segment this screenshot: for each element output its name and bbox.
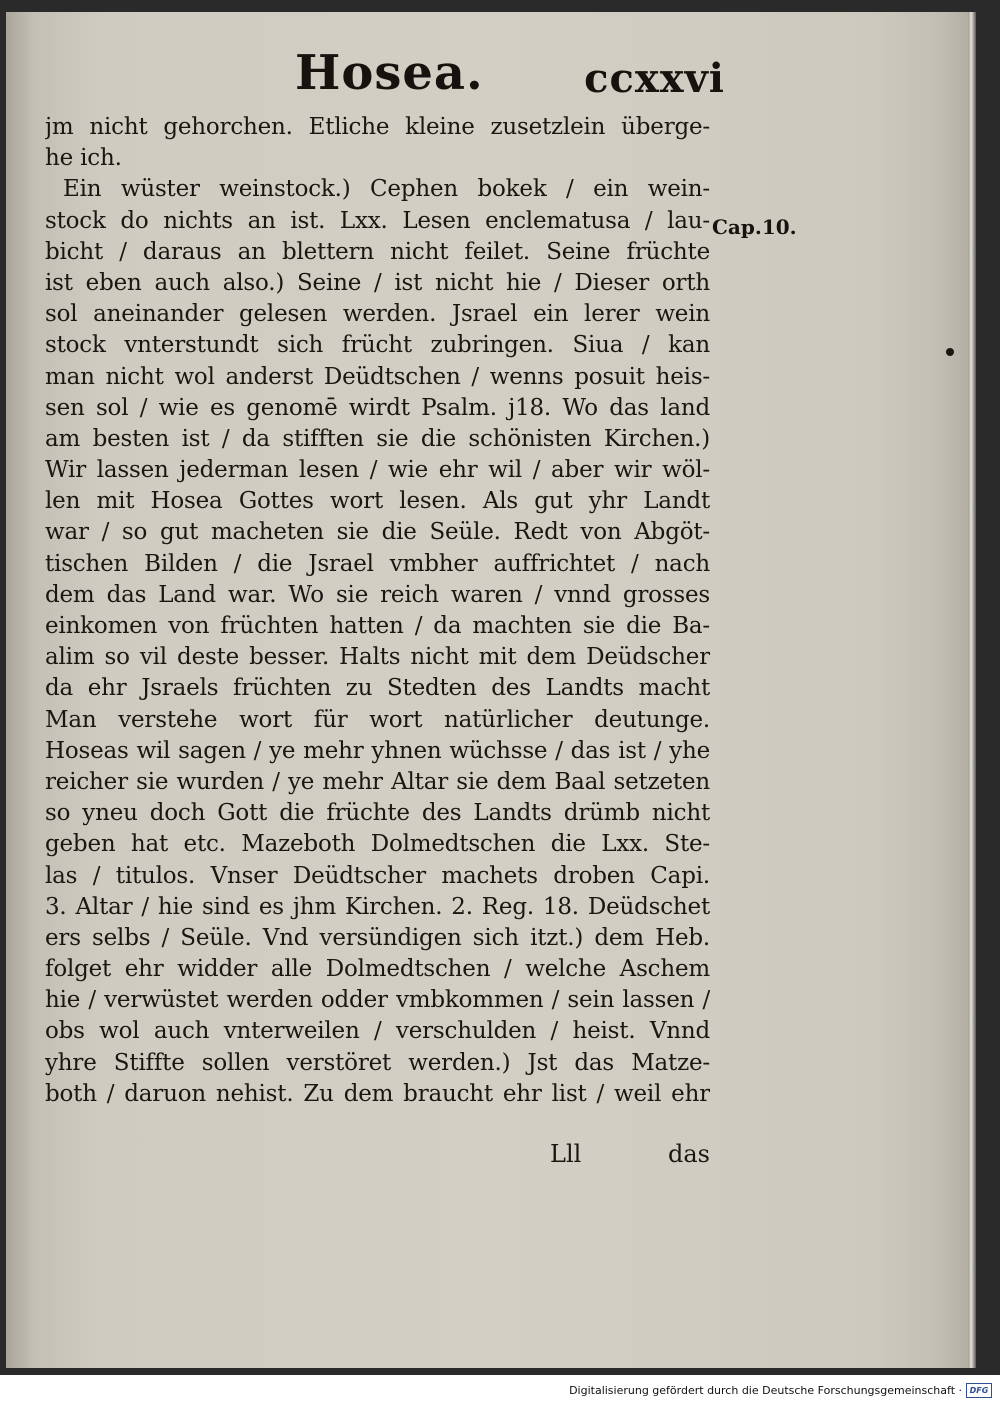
text-line: stock vnterstundt sich frücht zubringen. Siua / kan <box>45 332 710 359</box>
text-line: geben hat etc. Mazeboth Dolmedtschen die Lxx. Ste- <box>45 831 710 858</box>
text-line: reicher sie wurden / ye mehr Altar sie dem Baal setzeten <box>45 768 710 795</box>
text-line: dem das Land war. Wo sie reich waren / vnnd grosses <box>45 581 710 608</box>
text-line: ers selbs / Seüle. Vnd versündigen sich itzt.) dem Heb. <box>45 924 710 951</box>
digitization-footer <box>569 1382 992 1398</box>
marginal-note: Cap.10. <box>712 215 797 239</box>
text-line: hie / verwüstet werden odder vmbkommen / sein lassen / <box>45 987 710 1014</box>
body-text <box>45 112 710 1110</box>
running-head: Hosea. <box>295 45 484 101</box>
signature-row <box>45 1140 710 1172</box>
text-line: einkomen von früchten hatten / da machten sie die Ba- <box>45 613 710 639</box>
text-line: so yneu doch Gott die früchte des Landts drümb nicht <box>45 800 710 827</box>
text-line: he ich. <box>45 145 122 172</box>
text-line: Wir lassen jederman lesen / wie ehr wil / aber wir wöl- <box>45 457 710 484</box>
text-line: ist eben auch also.) Seine / ist nicht hie / Dieser orth <box>45 269 710 296</box>
text-line: jm nicht gehorchen. Etliche kleine zusetzlein überge- <box>45 114 710 140</box>
funding-credit: Digitalisierung gefördert durch die Deutsche Forschungsgemeinschaft · <box>569 1383 962 1397</box>
text-line: sen sol / wie es genomē wirdt Psalm. j18. Wo das land <box>45 394 710 421</box>
text-line: 3. Altar / hie sind es jhm Kirchen. 2. Reg. 18. Deüdschet <box>45 893 710 920</box>
page-edge <box>968 12 976 1368</box>
text-line: alim so vil deste besser. Halts nicht mit dem Deüdscher <box>45 644 710 671</box>
text-line: folget ehr widder alle Dolmedtschen / welche Aschem <box>45 956 710 983</box>
text-line: Hoseas wil sagen / ye mehr yhnen wüchsse / das ist / yhe <box>45 737 710 764</box>
text-line: obs wol auch vnterweilen / verschulden / heist. Vnnd <box>45 1018 710 1045</box>
text-line: Ein wüster weinstock.) Cephen bokek / ein wein- <box>63 176 710 203</box>
text-line: both / daruon nehist. Zu dem braucht ehr list / weil ehr <box>45 1080 710 1107</box>
text-line: da ehr Jsraels früchten zu Stedten des Landts macht <box>45 675 710 702</box>
page-header <box>295 45 725 115</box>
text-line: sol aneinander gelesen werden. Jsrael ein lerer wein <box>45 301 710 328</box>
text-line: len mit Hosea Gottes wort lesen. Als gut yhr Landt <box>45 488 710 515</box>
catchword: das <box>668 1140 710 1168</box>
text-line: tischen Bilden / die Jsrael vmbher auffrichtet / nach <box>45 550 710 577</box>
text-line: las / titulos. Vnser Deüdtscher machets droben Capi. <box>45 862 710 889</box>
text-line: stock do nichts an ist. Lxx. Lesen enclematusa / lau- <box>45 207 710 234</box>
dfg-logo: DFG <box>966 1383 992 1398</box>
signature-mark: Lll <box>550 1140 582 1168</box>
text-line: bicht / daraus an blettern nicht feilet. Seine früchte <box>45 238 710 265</box>
text-line: yhre Stiffte sollen verstöret werden.) Jst das Matze- <box>45 1049 710 1076</box>
text-line: war / so gut macheten sie die Seüle. Redt von Abgöt- <box>45 519 710 546</box>
ink-dot <box>946 348 954 356</box>
folio-number: ccxxvi <box>584 55 725 102</box>
text-line: am besten ist / da stifften sie die schönisten Kirchen.) <box>45 425 710 452</box>
text-line: man nicht wol anderst Deüdtschen / wenns posuit heis- <box>45 363 710 390</box>
text-line: Man verstehe wort für wort natürlicher deutunge. <box>45 706 710 733</box>
